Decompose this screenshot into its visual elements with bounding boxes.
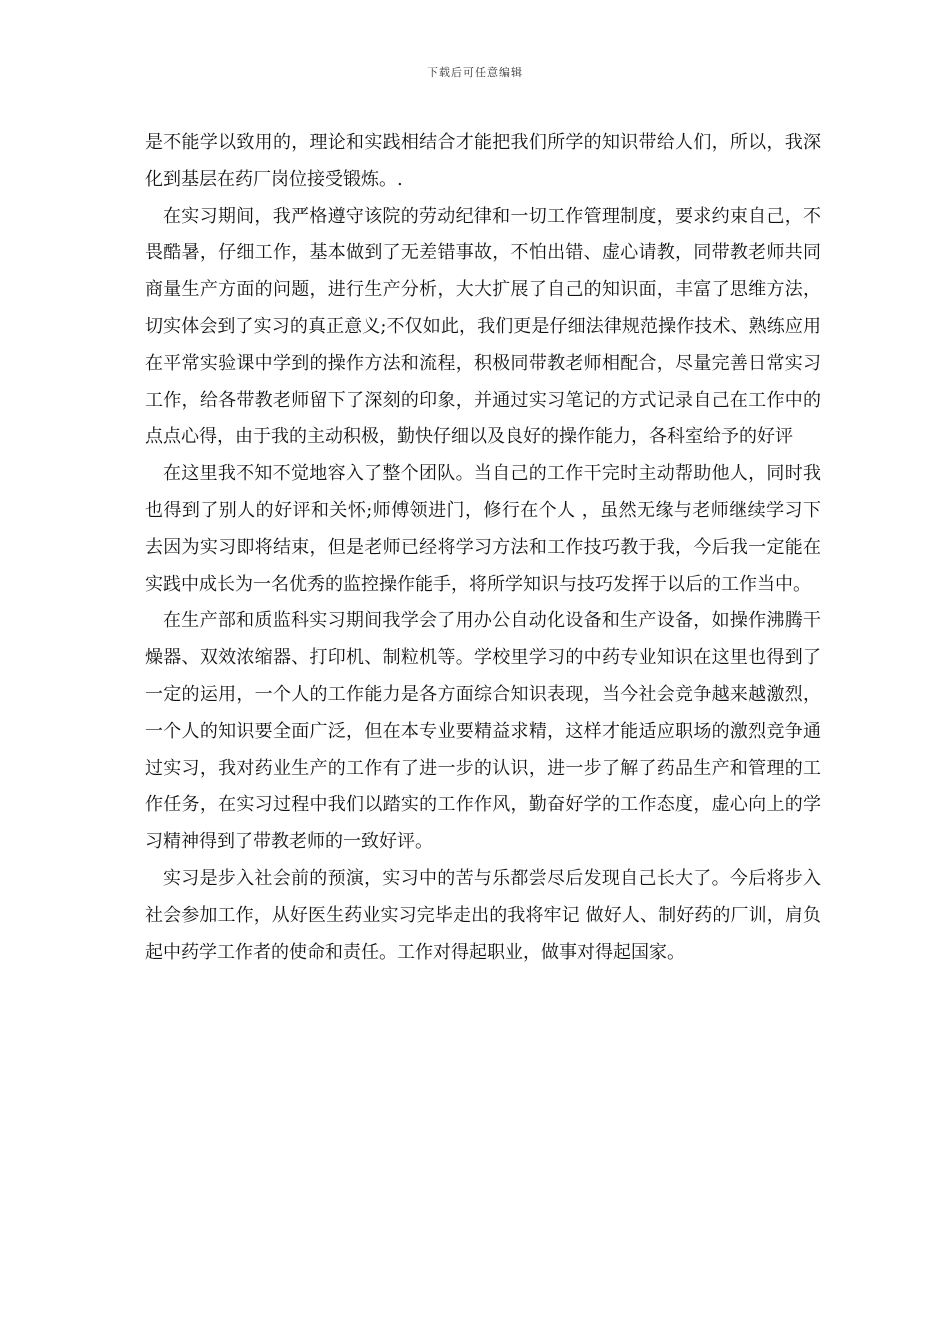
- paragraph-team: 在这里我不知不觉地容入了整个团队。当自己的工作干完时主动帮助他人，同时我也得到了别人的好评和关怀;师傅领进门，修行在个人 ，虽然无缘与老师继续学习下去因为实习即将结束，但是老师已经将学习方法和工作技巧教于我，今后我一定能在实践中成长为一名优秀的监控操作能手，将所学知识与技巧发挥于以后的工作当中。: [145, 463, 821, 595]
- paragraph-production-dept: 在生产部和质监科实习期间我学会了用办公自动化设备和生产设备，如操作沸腾干燥器、双效浓缩器、打印机、制粒机等。学校里学习的中药专业知识在这里也得到了一定的运用，一个人的工作能力是各方面综合知识表现，当今社会竞争越来越激烈，一个人的知识要全面广泛，但在本专业要精益求精，这样才能适应职场的激烈竞争通过实习，我对药业生产的工作有了进一步的认识，进一步了解了药品生产和管理的工作任务，在实习过程中我们以踏实的工作作风，勤奋好学的工作态度，虚心向上的学习精神得到了带教老师的一致好评。: [145, 610, 821, 853]
- paragraph-continuation: 是不能学以致用的，理论和实践相结合才能把我们所学的知识带给人们，所以，我深化到基层在药厂岗位接受锻炼。.: [145, 132, 821, 190]
- document-body: [145, 125, 821, 971]
- paragraph-conclusion: 实习是步入社会前的预演，实习中的苦与乐都尝尽后发现自己长大了。今后将步入社会参加工作，从好医生药业实习完毕走出的我将牢记 做好人、制好药的厂训，肩负起中药学工作者的使命和责任。工作对得起职业，做事对得起国家。: [145, 867, 821, 963]
- paragraph-internship-period: 在实习期间，我严格遵守该院的劳动纪律和一切工作管理制度，要求约束自己，不畏酷暑，仔细工作，基本做到了无差错事故，不怕出错、虚心请教，同带教老师共同商量生产方面的问题，进行生产分析，大大扩展了自己的知识面，丰富了思维方法，切实体会到了实习的真正意义;不仅如此，我们更是仔细法律规范操作技术、熟练应用在平常实验课中学到的操作方法和流程，积极同带教老师相配合，尽量完善日常实习工作，给各带教老师留下了深刻的印象，并通过实习笔记的方式记录自己在工作中的点点心得，由于我的主动积极，勤快仔细以及良好的操作能力，各科室给予的好评: [145, 205, 821, 448]
- page-header: 下载后可任意编辑: [427, 66, 523, 79]
